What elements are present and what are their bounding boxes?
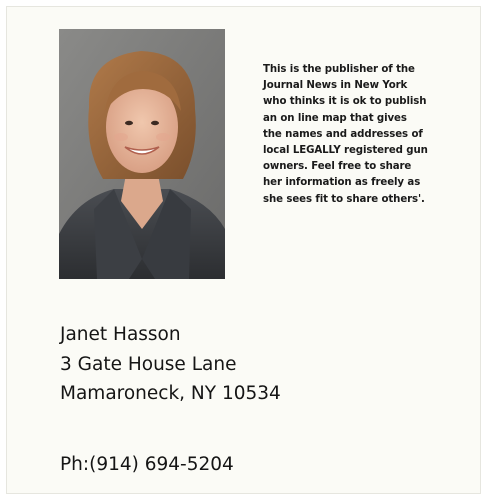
caption-line: the names and addresses of <box>263 128 423 140</box>
caption-line: who thinks it is ok to publish <box>263 96 427 108</box>
caption-line: owners. Feel free to share <box>263 161 412 173</box>
contact-street: 3 Gate House Lane <box>60 353 237 375</box>
contact-phone: Ph:(914) 694-5204 <box>60 454 234 475</box>
portrait-photo <box>59 29 225 279</box>
portrait-illustration <box>59 29 225 279</box>
address-block <box>60 320 281 409</box>
info-card <box>6 6 481 494</box>
caption-line: her information as freely as <box>263 177 421 189</box>
caption-line: an on line map that gives <box>263 112 407 124</box>
caption-line: she sees fit to share others'. <box>263 193 425 205</box>
caption-text <box>263 62 473 208</box>
contact-city-state-zip: Mamaroneck, NY 10534 <box>60 383 281 404</box>
caption-line: This is the publisher of the <box>263 64 415 75</box>
contact-name: Janet Hasson <box>60 324 181 345</box>
caption-line: local LEGALLY registered gun <box>263 145 428 157</box>
caption-line: Journal News in New York <box>263 80 408 92</box>
